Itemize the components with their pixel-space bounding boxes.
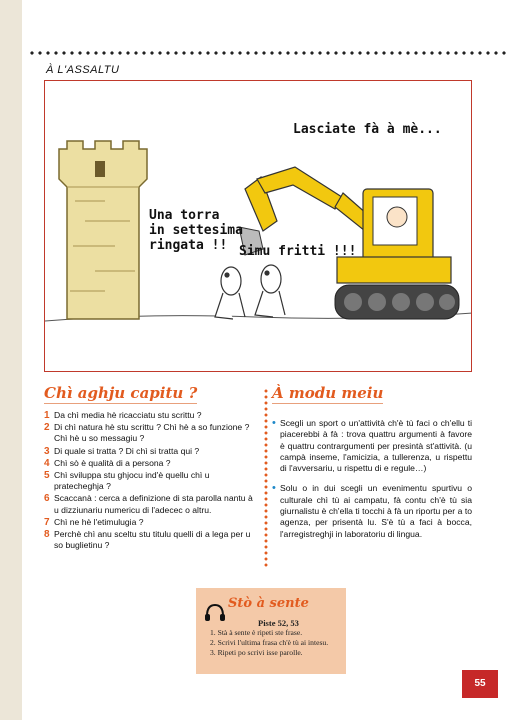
vertical-dotted-divider bbox=[264, 388, 268, 568]
list-item bbox=[44, 493, 258, 515]
bubble-line: ringata !! bbox=[149, 237, 228, 253]
speech-bubble-digger: Lasciate fà à mè... bbox=[293, 122, 442, 137]
list-item bbox=[44, 410, 258, 421]
question-text: Da chì media hè ricacciatu stu scrittu ? bbox=[54, 410, 202, 420]
list-item bbox=[44, 458, 258, 469]
speech-bubble-fried: Simu fritti !!! bbox=[239, 244, 357, 259]
dotted-divider bbox=[28, 50, 508, 56]
bubble-line: in settesima bbox=[149, 222, 243, 238]
activities-list bbox=[272, 418, 472, 540]
listening-list bbox=[210, 628, 328, 658]
excavator-illustration bbox=[239, 167, 459, 319]
question-number: 2 bbox=[44, 422, 50, 434]
question-number: 8 bbox=[44, 529, 50, 541]
questions-column bbox=[44, 384, 258, 552]
list-item: 2. Scrivi l'ultima frasa ch'è tù ai intesu. bbox=[210, 638, 329, 647]
list-item: 1. Stà à sente è ripeti ste frase. bbox=[210, 628, 303, 637]
headphones-icon bbox=[204, 602, 226, 622]
question-text: Di quale si tratta ? Di chì si tratta qui ? bbox=[54, 445, 200, 456]
bubble-line: Una torra bbox=[149, 208, 220, 223]
activity-text: Solu o in dui scegli un evenimentu spurtivu o culturale chì tù ai campatu, fà contu ch'è tù sia giurnalistu è ch'ella ti tocchi à fà un riportu per a to agenza, per prisentà lu. S'è tù a faci à bocca, l'arregistreghji in laboratoriu di lingua. bbox=[280, 483, 472, 539]
question-text: Chì ne hè l'etimulugia ? bbox=[54, 516, 144, 527]
activities-heading: À modu meiu bbox=[272, 384, 384, 402]
question-text: Di chì natura hè stu scrittu ? Chì hè a so funzione ? Chì hè u so messagiu ? bbox=[54, 422, 250, 444]
track-numbers: Piste 52, 53 bbox=[258, 618, 299, 628]
question-number: 5 bbox=[44, 470, 50, 482]
question-text: Scaccanà : cerca a definizione di sta parolla nantu à u dizziunariu numericu di l'adecec o altru. bbox=[54, 493, 253, 515]
list-item bbox=[44, 529, 258, 551]
characters-illustration bbox=[215, 265, 285, 319]
list-item: 3. Ripeti po scrivi isse parolle. bbox=[210, 648, 303, 657]
listening-box bbox=[196, 588, 346, 674]
bullet-icon: • bbox=[272, 482, 276, 495]
questions-heading: Chì aghju capitu ? bbox=[44, 384, 198, 402]
question-number: 7 bbox=[44, 516, 50, 528]
question-number: 3 bbox=[44, 445, 50, 457]
question-text: Chì sò è qualità di a persona ? bbox=[54, 457, 171, 468]
list-item bbox=[272, 418, 472, 474]
tower-illustration bbox=[59, 141, 147, 319]
question-number: 6 bbox=[44, 493, 50, 505]
section-label: À L'ASSALTU bbox=[46, 64, 120, 76]
comic-panel bbox=[44, 80, 472, 372]
activities-column bbox=[272, 384, 472, 549]
questions-list bbox=[44, 410, 258, 551]
activity-text: Scegli un sport o un'attività ch'è tù faci o ch'ellu ti piacerebbi à fà : trova quattru argumenti à favore è quattru contrargumenti per presintà st'attività. (u campà inseme, l'amicizia, a tullerenza, u rispettu di l'avversariu, u rispettu di e regule…) bbox=[280, 418, 472, 474]
list-item bbox=[44, 446, 258, 457]
list-item bbox=[44, 517, 258, 528]
question-text: Chì sviluppa stu ghjocu ind'è quellu chì u pratecheghja ? bbox=[54, 470, 210, 492]
question-number: 4 bbox=[44, 457, 50, 469]
question-number: 1 bbox=[44, 410, 50, 421]
list-item bbox=[44, 422, 258, 444]
page-number: 55 bbox=[462, 670, 498, 698]
question-text: Perchè chì anu sceltu stu titulu quelli di a lega per u so buglietinu ? bbox=[54, 529, 251, 551]
list-item bbox=[44, 470, 258, 492]
listening-title: Stò à sente bbox=[228, 596, 309, 611]
list-item bbox=[272, 483, 472, 539]
bullet-icon: • bbox=[272, 417, 276, 429]
page-edge-strip bbox=[0, 0, 22, 720]
